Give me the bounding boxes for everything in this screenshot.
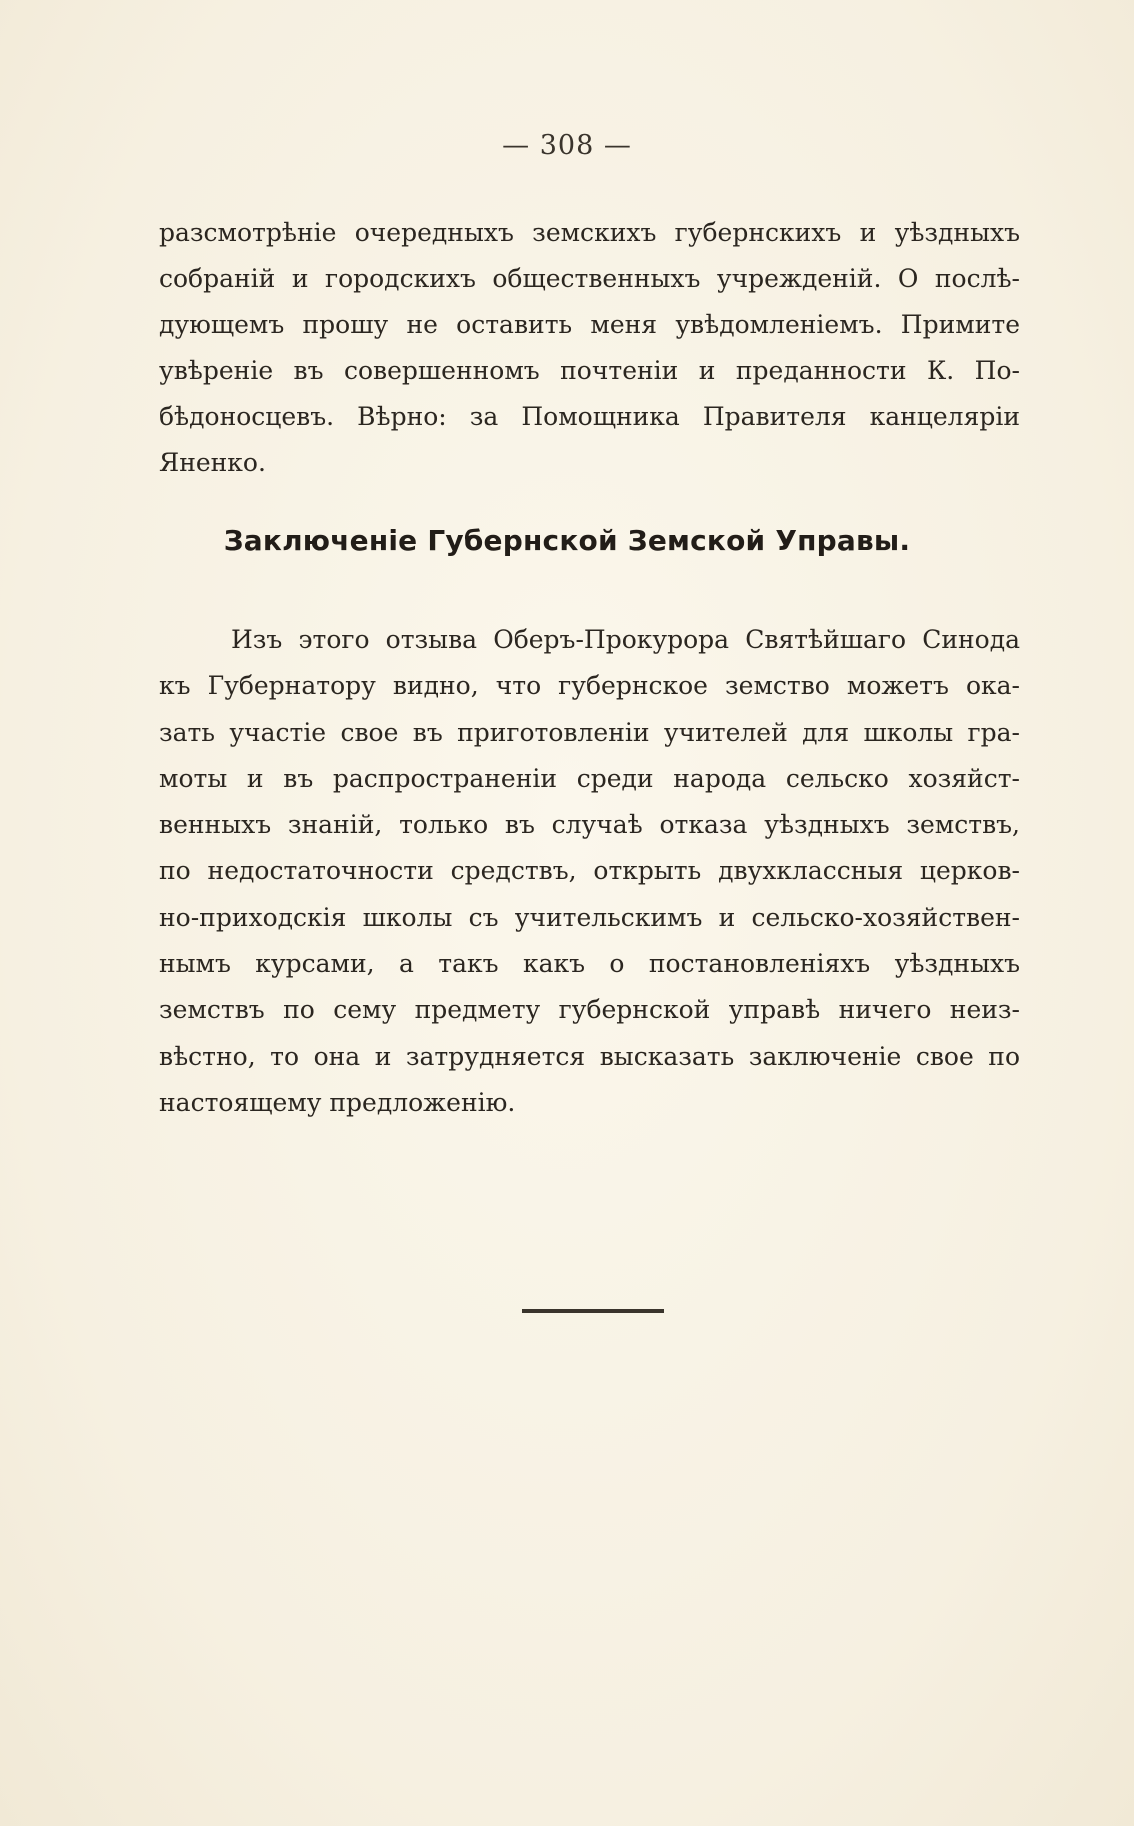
top-paragraph — [159, 210, 1020, 486]
text-line: вѣстно, то она и затрудняется высказать заключеніе свое по — [159, 1041, 1020, 1071]
text-line: дующемъ прошу не оставить меня увѣдомленіемъ. Примите — [159, 310, 1020, 339]
text-line: бѣдоносцевъ. Вѣрно: за Помощника Правителя канцеляріи — [159, 402, 1020, 431]
text-line: собраній и городскихъ общественныхъ учрежденій. О послѣ- — [159, 264, 1020, 293]
text-line: моты и въ распространеніи среди народа сельско хозяйст- — [159, 763, 1020, 793]
text-line: увѣреніе въ совершенномъ почтеніи и преданности К. По- — [159, 356, 1020, 385]
text-line: венныхъ знаній, только въ случаѣ отказа уѣздныхъ земствъ, — [159, 810, 1020, 840]
text-line: но-приходскія школы съ учительскимъ и сельско-хозяйствен- — [159, 902, 1020, 932]
text-line: Яненко. — [159, 448, 266, 477]
text-line: къ Губернатору видно, что губернское земство можетъ ока- — [159, 671, 1020, 701]
text-line: земствъ по сему предмету губернской управѣ ничего неиз- — [159, 995, 1020, 1025]
text-line: настоящему предложенію. — [159, 1087, 516, 1117]
text-line: нымъ курсами, а такъ какъ о постановленіяхъ уѣздныхъ — [159, 949, 1020, 979]
page-number: — 308 — — [502, 130, 632, 161]
section-heading: Заключеніе Губернской Земской Управы. — [223, 524, 911, 557]
main-paragraph — [159, 617, 1020, 1126]
text-line: Изъ этого отзыва Оберъ-Прокурора Святѣйшаго Синода — [231, 625, 1020, 654]
text-line: зать участіе свое въ приготовленіи учителей для школы гра- — [159, 717, 1020, 747]
end-rule — [522, 1309, 664, 1313]
text-line: по недостаточности средствъ, открыть двухклассныя церков- — [159, 856, 1020, 886]
text-line: разсмотрѣніе очередныхъ земскихъ губернскихъ и уѣздныхъ — [159, 218, 1020, 247]
